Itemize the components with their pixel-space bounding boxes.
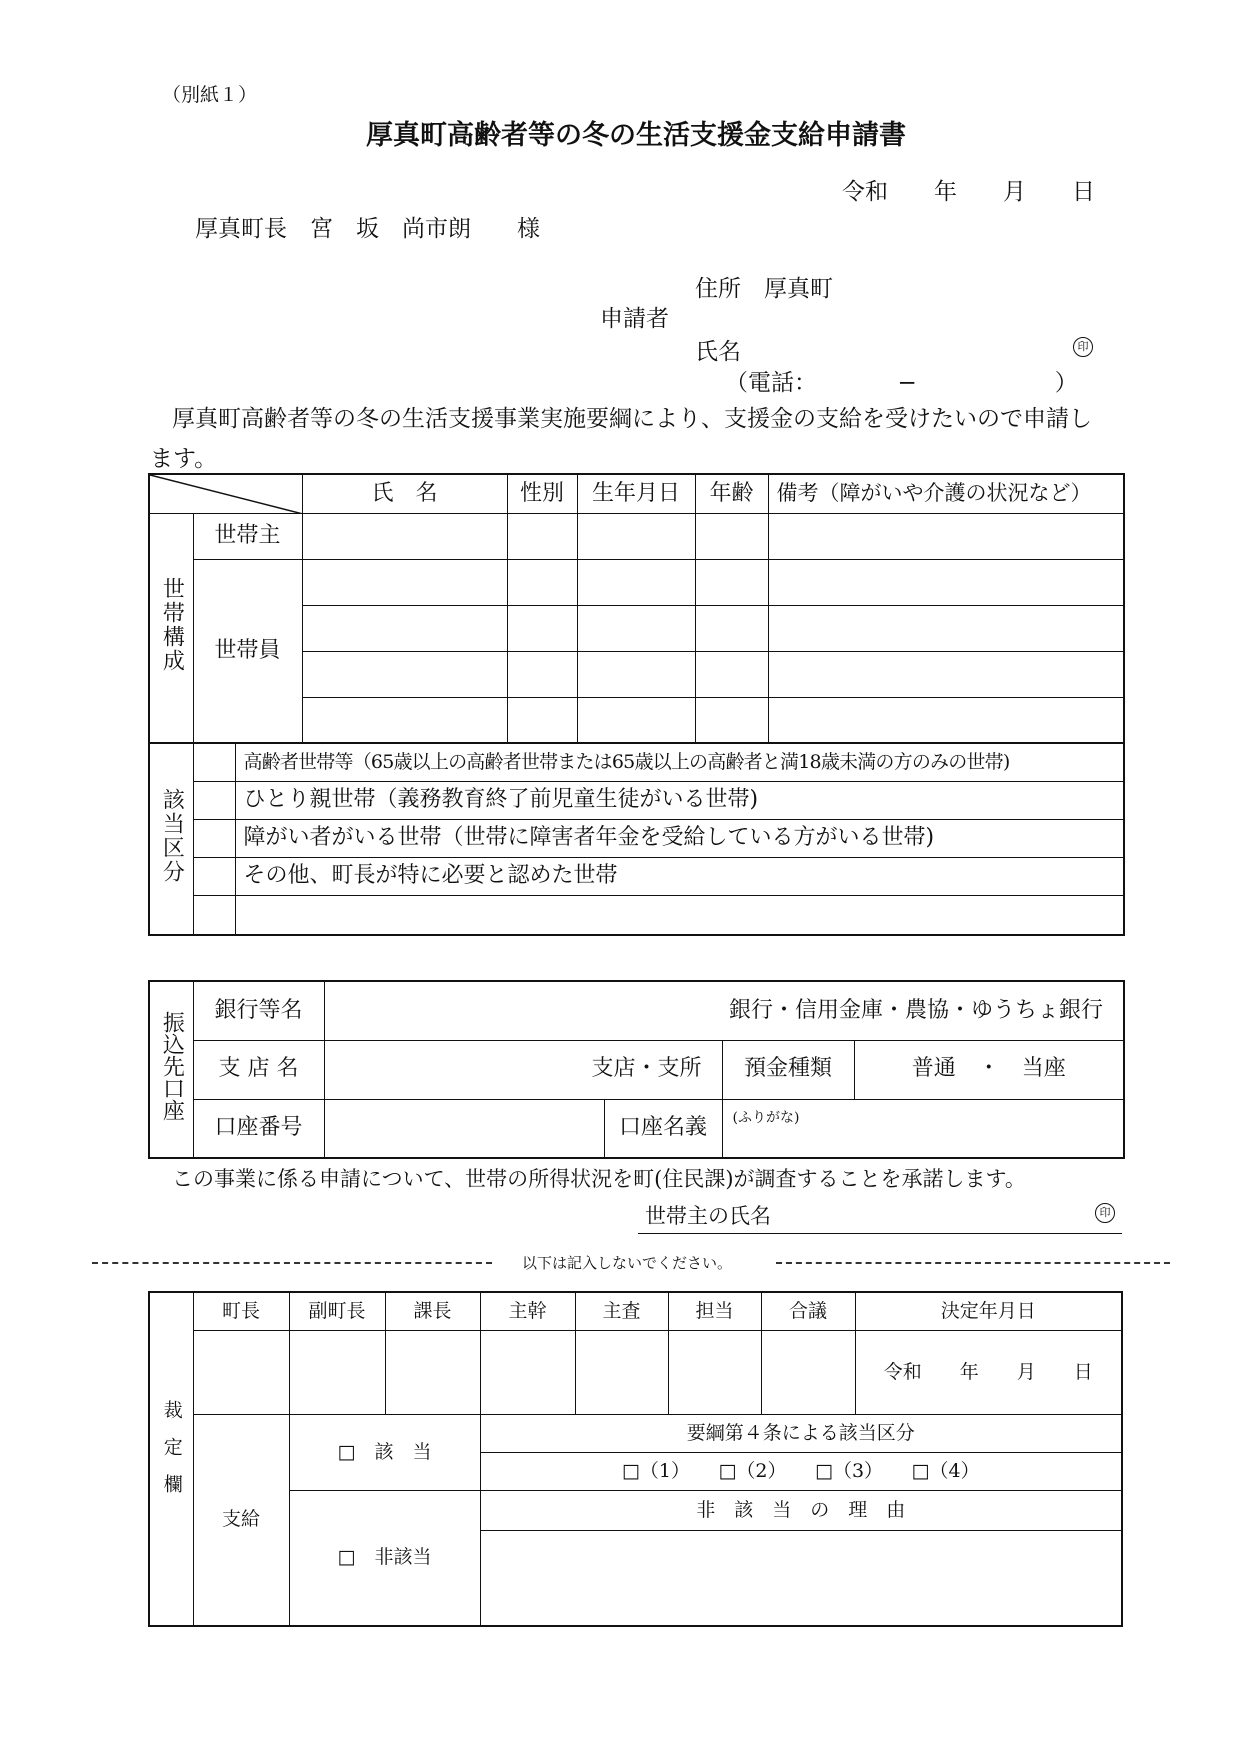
member-gender-cell[interactable] bbox=[507, 559, 577, 605]
household-table bbox=[148, 473, 1125, 744]
household-head-name-cell[interactable] bbox=[302, 513, 507, 559]
category-item: 障がい者がいる世帯（世帯に障害者年金を受給している方がいる世帯) bbox=[235, 819, 1124, 857]
household-head-label: 世帯主 bbox=[193, 513, 302, 559]
branch-name-label: 支 店 名 bbox=[193, 1040, 324, 1099]
approver-mayor: 町長 bbox=[193, 1292, 289, 1330]
category-group-label: 該当区分 bbox=[149, 743, 193, 935]
separator-line-left bbox=[92, 1262, 492, 1264]
member-birthdate-cell[interactable] bbox=[577, 559, 695, 605]
member-age-cell[interactable] bbox=[695, 559, 768, 605]
applicant-name-label: 氏名 bbox=[695, 339, 741, 365]
decision-table bbox=[148, 1291, 1123, 1627]
consent-text: この事業に係る申請について、世帯の所得状況を町(住民課)が調査することを承諾します。 bbox=[172, 1167, 1026, 1191]
intro-text-line2: ます。 bbox=[150, 446, 218, 472]
member-name-cell[interactable] bbox=[302, 559, 507, 605]
member-name-cell[interactable] bbox=[302, 651, 507, 697]
account-holder-field[interactable] bbox=[722, 1099, 1124, 1158]
category-item: ひとり親世帯（義務教育終了前児童生徒がいる世帯) bbox=[235, 781, 1124, 819]
member-remarks-cell[interactable] bbox=[768, 559, 1124, 605]
payment-label: 支給 bbox=[193, 1414, 289, 1626]
intro-text-line1: 厚真町高齢者等の冬の生活支援事業実施要綱により、支援金の支給を受けたいので申請し bbox=[172, 406, 1092, 432]
category-other-cell[interactable] bbox=[235, 895, 1124, 935]
member-gender-cell[interactable] bbox=[507, 651, 577, 697]
consent-seal-icon: 印 bbox=[1095, 1203, 1115, 1223]
approver-stamp-cell[interactable] bbox=[575, 1330, 668, 1414]
approver-staff: 担当 bbox=[668, 1292, 761, 1330]
approver-section-chief: 課長 bbox=[385, 1292, 480, 1330]
household-member-label: 世帯員 bbox=[193, 559, 302, 743]
reason-label: 非 該 当 の 理 由 bbox=[480, 1490, 1122, 1530]
member-name-cell[interactable] bbox=[302, 697, 507, 743]
household-head-remarks-cell[interactable] bbox=[768, 513, 1124, 559]
member-age-cell[interactable] bbox=[695, 605, 768, 651]
household-head-gender-cell[interactable] bbox=[507, 513, 577, 559]
col-header-birthdate: 生年月日 bbox=[577, 474, 695, 513]
reason-field[interactable] bbox=[480, 1530, 1122, 1626]
approver-deputy-mayor: 副町長 bbox=[289, 1292, 385, 1330]
approver-stamp-cell[interactable] bbox=[385, 1330, 480, 1414]
member-remarks-cell[interactable] bbox=[768, 651, 1124, 697]
bank-table bbox=[148, 980, 1125, 1159]
diagonal-header-cell bbox=[149, 474, 302, 513]
member-gender-cell[interactable] bbox=[507, 697, 577, 743]
member-birthdate-cell[interactable] bbox=[577, 651, 695, 697]
attachment-label: （別紙１） bbox=[162, 84, 258, 106]
category-checkbox[interactable] bbox=[193, 743, 235, 781]
approver-stamp-cell[interactable] bbox=[480, 1330, 575, 1414]
approver-stamp-cell[interactable] bbox=[761, 1330, 855, 1414]
category-item: 高齢者世帯等（65歳以上の高齢者世帯または65歳以上の高齢者と満18歳未満の方のみの世帯) bbox=[235, 743, 1124, 781]
member-birthdate-cell[interactable] bbox=[577, 697, 695, 743]
col-header-gender: 性別 bbox=[507, 474, 577, 513]
approver-chief: 主幹 bbox=[480, 1292, 575, 1330]
member-remarks-cell[interactable] bbox=[768, 697, 1124, 743]
household-head-signature-label: 世帯主の氏名 bbox=[645, 1204, 771, 1228]
account-holder-label: 口座名義 bbox=[604, 1099, 722, 1158]
bank-group-label: 振込先口座 bbox=[149, 981, 193, 1158]
branch-name-field[interactable]: 支店・支所 bbox=[324, 1040, 722, 1099]
furigana-label: (ふりがな) bbox=[732, 1109, 800, 1126]
member-remarks-cell[interactable] bbox=[768, 605, 1124, 651]
bank-name-label: 銀行等名 bbox=[193, 981, 324, 1040]
applicant-phone[interactable]: （電話： − ） bbox=[725, 370, 1078, 396]
diagonal-line-icon bbox=[150, 475, 303, 514]
decision-group-label: 裁定欄 bbox=[149, 1292, 193, 1626]
col-header-remarks: 備考（障がいや介護の状況など） bbox=[768, 474, 1124, 513]
category-item: その他、町長が特に必要と認めた世帯 bbox=[235, 857, 1124, 895]
addressee: 厚真町長 宮 坂 尚市朗 様 bbox=[195, 216, 540, 242]
page-title: 厚真町高齢者等の冬の生活支援金支給申請書 bbox=[366, 120, 906, 151]
not-applicable-checkbox[interactable]: □ 非該当 bbox=[289, 1490, 480, 1626]
date-field[interactable]: 令和 年 月 日 bbox=[842, 179, 1095, 205]
member-birthdate-cell[interactable] bbox=[577, 605, 695, 651]
category-checkbox[interactable] bbox=[193, 857, 235, 895]
member-gender-cell[interactable] bbox=[507, 605, 577, 651]
col-header-age: 年齢 bbox=[695, 474, 768, 513]
approver-consultation: 合議 bbox=[761, 1292, 855, 1330]
decision-date-field[interactable]: 令和 年 月 日 bbox=[855, 1330, 1122, 1414]
category-table bbox=[148, 742, 1125, 936]
decision-date-label: 決定年月日 bbox=[855, 1292, 1122, 1330]
household-group-label: 世帯構成 bbox=[149, 513, 193, 743]
criteria-options[interactable]: □（1） □（2） □（3） □（4） bbox=[480, 1452, 1122, 1490]
member-age-cell[interactable] bbox=[695, 697, 768, 743]
category-checkbox[interactable] bbox=[193, 819, 235, 857]
separator-line-right bbox=[776, 1262, 1170, 1264]
member-name-cell[interactable] bbox=[302, 605, 507, 651]
account-number-label: 口座番号 bbox=[193, 1099, 324, 1158]
household-head-birthdate-cell[interactable] bbox=[577, 513, 695, 559]
member-age-cell[interactable] bbox=[695, 651, 768, 697]
category-checkbox[interactable] bbox=[193, 781, 235, 819]
deposit-type-label: 預金種類 bbox=[722, 1040, 854, 1099]
separator-text: 以下は記入しないでください。 bbox=[522, 1254, 733, 1272]
approver-stamp-cell[interactable] bbox=[668, 1330, 761, 1414]
applicant-seal-icon: 印 bbox=[1073, 337, 1093, 357]
account-number-field[interactable] bbox=[324, 1099, 604, 1158]
approver-stamp-cell[interactable] bbox=[193, 1330, 289, 1414]
col-header-name: 氏 名 bbox=[302, 474, 507, 513]
deposit-type-options[interactable]: 普通 ・ 当座 bbox=[854, 1040, 1124, 1099]
applicant-address-label: 住所 厚真町 bbox=[695, 276, 833, 302]
approver-supervisor: 主査 bbox=[575, 1292, 668, 1330]
approver-stamp-cell[interactable] bbox=[289, 1330, 385, 1414]
applicant-label: 申請者 bbox=[600, 306, 669, 332]
signature-line[interactable] bbox=[638, 1233, 1122, 1234]
applicable-checkbox[interactable]: □ 該 当 bbox=[289, 1414, 480, 1490]
criteria-label: 要綱第４条による該当区分 bbox=[480, 1414, 1122, 1452]
category-checkbox[interactable] bbox=[193, 895, 235, 935]
household-head-age-cell[interactable] bbox=[695, 513, 768, 559]
bank-name-field[interactable]: 銀行・信用金庫・農協・ゆうちょ銀行 bbox=[324, 981, 1124, 1040]
